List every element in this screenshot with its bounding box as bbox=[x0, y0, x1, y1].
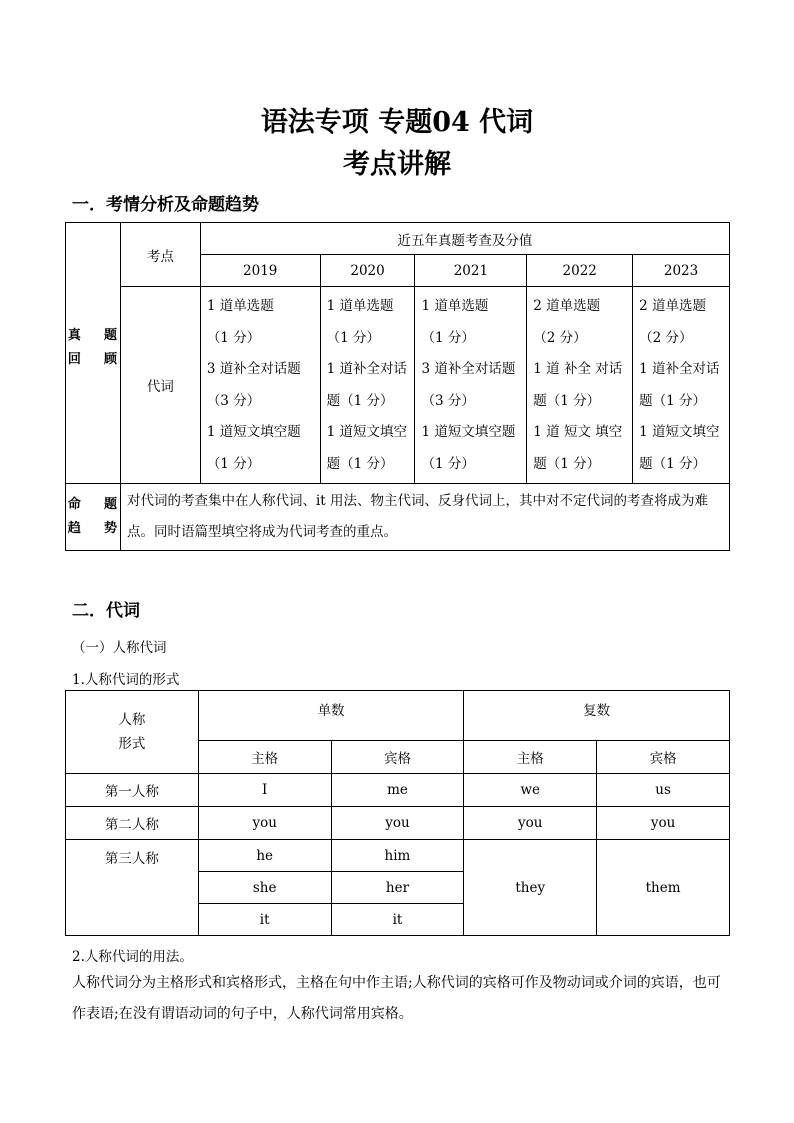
item-pronoun-forms: 1.人称代词的形式 bbox=[72, 672, 180, 688]
exam-analysis-table bbox=[65, 222, 730, 551]
year-header: 2021 bbox=[415, 255, 527, 287]
year-header: 2022 bbox=[527, 255, 633, 287]
year-header: 2020 bbox=[320, 255, 415, 287]
corner-header: 人称 形式 bbox=[66, 691, 199, 774]
item-pronoun-usage: 2.人称代词的用法。 bbox=[72, 949, 193, 965]
cell: she bbox=[198, 872, 331, 904]
table-row bbox=[66, 807, 730, 840]
subheading-personal-pronoun: （一）人称代词 bbox=[72, 640, 167, 656]
cell: I bbox=[198, 774, 331, 807]
personal-pronoun-table bbox=[65, 690, 730, 936]
cell: her bbox=[331, 872, 464, 904]
cell: them bbox=[597, 840, 730, 936]
header-plural: 复数 bbox=[464, 691, 730, 741]
cell: you bbox=[198, 807, 331, 840]
year-cell-2019: 1 道单选题 （1 分） 3 道补全对话题 （3 分） 1 道短文填空题 （1 分） bbox=[200, 287, 320, 484]
cell: me bbox=[331, 774, 464, 807]
cell: him bbox=[331, 840, 464, 872]
cell: it bbox=[331, 904, 464, 936]
col-header-point: 考点 bbox=[120, 223, 200, 287]
trend-description: 对代词的考查集中在人称代词、it 用法、物主代词、反身代词上，其中对不定代词的考查将成为难 点。同时语篇型填空将成为代词考查的重点。 bbox=[120, 483, 729, 550]
cell: it bbox=[198, 904, 331, 936]
row-label: 第三人称 bbox=[66, 840, 199, 936]
table-row bbox=[66, 840, 730, 872]
row-label: 第二人称 bbox=[66, 807, 199, 840]
header-singular: 单数 bbox=[198, 691, 464, 741]
usage-paragraph: 人称代词分为主格形式和宾格形式，主格在句中作主语;人称代词的宾格可作及物动词或介词的宾语，也可 作表语;在没有谓语动词的句子中，人称代词常用宾格。 bbox=[72, 975, 721, 1022]
section-heading-analysis: 一．考情分析及命题趋势 bbox=[72, 195, 259, 215]
cell: we bbox=[464, 774, 597, 807]
year-header: 2023 bbox=[633, 255, 730, 287]
year-cell-2023: 2 道单选题 （2 分） 1 道补全对话 题（1 分） 1 道短文填空 题（1 分） bbox=[633, 287, 730, 484]
page-subtitle: 考点讲解 bbox=[343, 149, 451, 180]
header-nominative: 主格 bbox=[198, 741, 331, 774]
year-cell-2022: 2 道单选题 （2 分） 1 道 补全 对话 题（1 分） 1 道 短文 填空 题（1 分） bbox=[527, 287, 633, 484]
header-objective: 宾格 bbox=[331, 741, 464, 774]
trend-side-label: 命 题 趋 势 bbox=[66, 483, 121, 550]
page-title: 语法专项 专题04 代词 bbox=[260, 107, 534, 138]
row-label: 第一人称 bbox=[66, 774, 199, 807]
cell: he bbox=[198, 840, 331, 872]
cell: they bbox=[464, 840, 597, 936]
section-heading-pronoun: 二．代词 bbox=[72, 601, 140, 621]
col-header-five-years: 近五年真题考查及分值 bbox=[200, 223, 729, 255]
table-row bbox=[66, 774, 730, 807]
cell: us bbox=[597, 774, 730, 807]
year-cell-2020: 1 道单选题 （1 分） 1 道补全对话 题（1 分） 1 道短文填空 题（1 分） bbox=[320, 287, 415, 484]
review-side-label-text: 真 题 回 顾 bbox=[67, 328, 119, 367]
cell: you bbox=[331, 807, 464, 840]
cell: you bbox=[597, 807, 730, 840]
year-header: 2019 bbox=[200, 255, 320, 287]
row-point-pronoun: 代词 bbox=[120, 287, 200, 484]
cell: you bbox=[464, 807, 597, 840]
header-objective: 宾格 bbox=[597, 741, 730, 774]
header-nominative: 主格 bbox=[464, 741, 597, 774]
year-cell-2021: 1 道单选题 （1 分） 3 道补全对话题 （3 分） 1 道短文填空题 （1 分） bbox=[415, 287, 527, 484]
